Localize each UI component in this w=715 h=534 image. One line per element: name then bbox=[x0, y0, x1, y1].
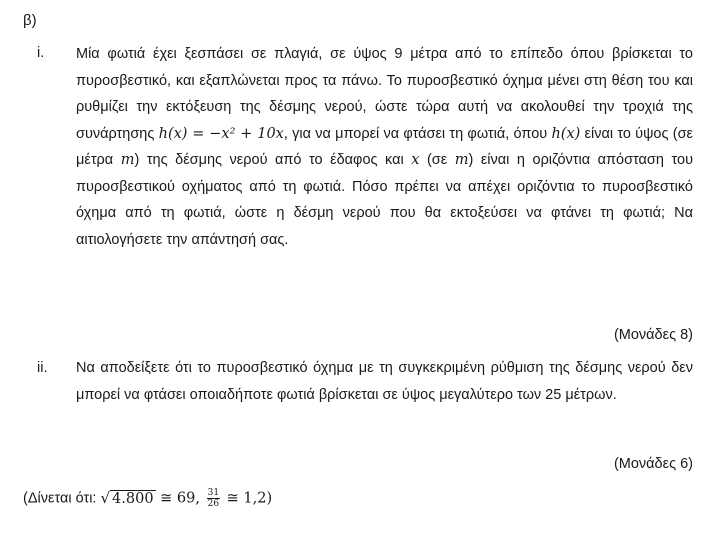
formula-lhs: h(x) bbox=[158, 125, 188, 142]
item-i-text-part: είναι το ύψος (σε μέτρα bbox=[76, 125, 693, 168]
sqrt-symbol: √ bbox=[100, 489, 111, 507]
item-text-ii: Να αποδείξετε ότι το πυροσβεστικό όχημα με τη συγκεκριμένη ρύθμιση της δέσμης νερού δεν μπορεί να φτάσει οποιαδήποτε φωτιά βρίσκεται σε ύψος μεγαλύτερο των 25 μέτρων. bbox=[76, 360, 693, 403]
sqrt-radicand: 4.800 bbox=[112, 491, 154, 507]
item-i-text-part: (σε bbox=[419, 152, 455, 168]
item-text-i bbox=[76, 41, 693, 253]
marks-ii: (Μονάδες 6) bbox=[613, 456, 693, 472]
item-label-ii: ii. bbox=[37, 360, 48, 376]
item-i-text-part: ) είναι η οριζόντια απόσταση του πυροσβεστικού οχήματος από τη φωτιά. Πόσο πρέπει να απέχει οριζόντια το πυροσβεστικό όχημα από τη φωτιά, ώστε η δέσμη νερού που θα εκτοξεύσει να φτάνει τη φωτιά; Να αιτιολογήσετε την απάντησή σας. bbox=[76, 152, 693, 248]
variable-x: x bbox=[411, 152, 420, 168]
section-label: β) bbox=[23, 12, 37, 29]
marks-i: (Μονάδες 8) bbox=[613, 327, 693, 343]
formula-equals: = bbox=[187, 125, 210, 142]
given-approx-2: ≅ 1,2) bbox=[222, 490, 273, 507]
fraction-denominator: 26 bbox=[207, 499, 220, 509]
square-root bbox=[100, 488, 155, 509]
item-i-text-part: , για να μπορεί να φτάσει τη φωτιά, όπου bbox=[283, 125, 552, 142]
given-note bbox=[23, 488, 272, 509]
given-approx-1: ≅ 69, bbox=[155, 490, 205, 507]
item-i-text-part: ) της δέσμης νερού από το έδαφος και bbox=[134, 152, 412, 168]
variable-h: h(x) bbox=[551, 125, 581, 142]
unit-m: m bbox=[120, 152, 135, 168]
unit-m: m bbox=[454, 152, 469, 168]
fraction bbox=[207, 488, 220, 509]
item-label-i: i. bbox=[37, 45, 45, 61]
fraction-numerator: 31 bbox=[207, 488, 220, 498]
formula-rhs: −x² + 10x bbox=[209, 125, 284, 142]
item-i-text-part: Μία φωτιά έχει ξεσπάσει σε πλαγιά, σε ύψος 9 μέτρα από το επίπεδο όπου βρίσκεται το πυροσβεστικό, και εξαπλώνεται προς τα πάνω. Το πυροσβεστικό όχημα μένει στη θέση του και ρυθμίζει την εκτόξευση της δέσμης νερού, ώστε τώρα αυτή να ακολουθεί την τροχιά της συνάρτησης bbox=[76, 46, 693, 142]
given-prefix: (Δίνεται ότι: bbox=[23, 490, 101, 507]
